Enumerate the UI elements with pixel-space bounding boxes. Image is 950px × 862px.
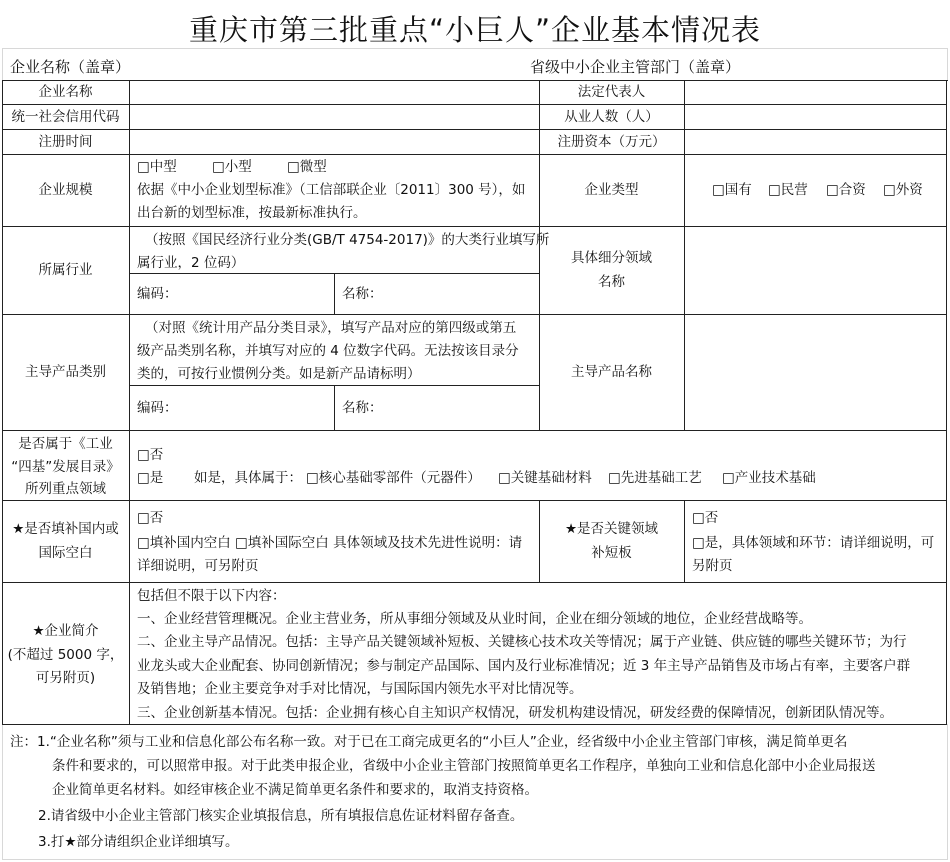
col-divider bbox=[684, 500, 685, 582]
four-base-option-process[interactable]: □先进基础工艺 bbox=[608, 470, 702, 486]
subfield-label: 具体细分领域 bbox=[571, 250, 652, 266]
intro-label: (不超过 5000 字， bbox=[7, 647, 124, 663]
industry-desc: 属行业，2 位码） bbox=[137, 255, 245, 271]
key-area-option-yes[interactable]: □是，具体领域和环节：请详细说明，可 bbox=[692, 535, 935, 551]
intro-text: 三、企业创新基本情况。包括：企业拥有核心自主知识产权情况，研发机构建设情况，研发经费的保障情况，创新团队情况等。 bbox=[137, 705, 893, 721]
blank-fill-options[interactable]: □填补国内空白 □填补国际空白 具体领域及技术先进性说明：请 bbox=[137, 535, 523, 551]
scale-option-small[interactable]: □小型 bbox=[212, 159, 252, 175]
product-desc: （对照《统计用产品分类目录》，填写产品对应的第四级或第五 bbox=[145, 320, 517, 336]
product-category-label: 主导产品类别 bbox=[25, 364, 106, 380]
type-option-foreign[interactable]: □外资 bbox=[883, 182, 923, 198]
four-base-label: 所列重点领域 bbox=[25, 481, 106, 497]
intro-text: 包括但不限于以下内容： bbox=[137, 588, 286, 604]
type-option-joint[interactable]: □合资 bbox=[826, 182, 866, 198]
key-area-note: 另附页 bbox=[692, 558, 733, 574]
credit-code-label: 统一社会信用代码 bbox=[11, 109, 120, 125]
product-desc: 级产品类别名称，并填写对应的 4 位数字代码。无法按该目录分 bbox=[137, 343, 519, 359]
grid-line bbox=[947, 724, 948, 860]
type-option-state[interactable]: □国有 bbox=[712, 182, 752, 198]
scale-option-medium[interactable]: □中型 bbox=[137, 159, 177, 175]
four-base-option-no[interactable]: □否 bbox=[137, 447, 164, 463]
intro-text: 业龙头或大企业配套、协同创新情况；参与制定产品国际、国内及行业标准情况；近 3 年主导产品销售及市场占有率，主要客户群 bbox=[137, 658, 911, 674]
main-product-field[interactable] bbox=[685, 315, 946, 430]
industry-label: 所属行业 bbox=[38, 262, 93, 278]
note-1: 注：1.“企业名称”须与工业和信息化部公布名称一致。对于已在工商完成更名的“小巨人”企业，经省级中小企业主管部门审核，满足简单更名 bbox=[10, 734, 848, 750]
industry-code-label: 编码： bbox=[137, 286, 178, 302]
legal-rep-label: 法定代表人 bbox=[577, 84, 646, 100]
reg-capital-field[interactable] bbox=[685, 130, 946, 154]
note-2: 2.请省级中小企业主管部门核实企业填报信息，所有填报信息佐证材料留存备查。 bbox=[38, 808, 524, 824]
four-base-label: 是否属于《工业 bbox=[18, 436, 113, 452]
grid-line bbox=[2, 859, 948, 860]
scale-label: 企业规模 bbox=[38, 182, 93, 198]
scale-note: 依据《中小企业划型标准》（工信部联企业〔2011〕300 号），如 bbox=[137, 182, 526, 198]
legal-rep-field[interactable] bbox=[685, 81, 946, 104]
reg-capital-label: 注册资本（万元） bbox=[557, 134, 666, 150]
four-base-option-tech[interactable]: □产业技术基础 bbox=[722, 470, 816, 486]
credit-code-field[interactable] bbox=[130, 105, 539, 129]
grid-line bbox=[2, 724, 3, 860]
blank-fill-note: 详细说明，可另附页 bbox=[137, 558, 259, 574]
company-name-label: 企业名称 bbox=[38, 84, 93, 100]
table-border bbox=[946, 80, 947, 725]
col-divider bbox=[334, 273, 335, 314]
intro-text: 一、企业经营管理概况。企业主营业务，所从事细分领域及从业时间，企业在细分领域的地位，企业经营战略等。 bbox=[137, 611, 812, 627]
product-name-label: 名称： bbox=[342, 400, 383, 416]
reg-time-field[interactable] bbox=[130, 130, 539, 154]
dept-seal-label: 省级中小企业主管部门（盖章） bbox=[530, 58, 741, 76]
four-base-belongs-label: 如是，具体属于： bbox=[194, 470, 302, 486]
type-option-private[interactable]: □民营 bbox=[768, 182, 808, 198]
key-area-option-no[interactable]: □否 bbox=[692, 510, 719, 526]
employees-field[interactable] bbox=[685, 105, 946, 129]
product-desc: 类的，可按行业惯例分类。如是新产品请标明） bbox=[137, 366, 421, 382]
grid-line bbox=[947, 48, 948, 80]
key-area-label: 补短板 bbox=[591, 545, 632, 561]
key-area-label: ★是否关键领域 bbox=[564, 521, 659, 537]
reg-time-label: 注册时间 bbox=[38, 134, 93, 150]
industry-desc: （按照《国民经济行业分类(GB/T 4754-2017)》的大类行业填写所 bbox=[145, 232, 550, 248]
blank-fill-label: 国际空白 bbox=[38, 545, 93, 561]
row-divider bbox=[2, 582, 947, 583]
note-1: 企业简单更名材料。如经审核企业不满足简单更名条件和要求的，取消支持资格。 bbox=[52, 782, 538, 798]
subfield-field[interactable] bbox=[685, 227, 946, 314]
col-divider bbox=[334, 385, 335, 430]
scale-note: 出台新的划型标准，按最新标准执行。 bbox=[137, 205, 367, 221]
main-product-label: 主导产品名称 bbox=[571, 364, 652, 380]
four-base-option-yes[interactable]: □是 bbox=[137, 470, 164, 486]
note-1: 条件和要求的，可以照常申报。对于此类申报企业，省级中小企业主管部门按照简单更名工作程序，单独向工业和信息化部中小企业局报送 bbox=[52, 758, 876, 774]
intro-text: 及销售地；企业主要竞争对手对比情况，与国际国内领先水平对比情况等。 bbox=[137, 681, 583, 697]
blank-fill-option-no[interactable]: □否 bbox=[137, 510, 164, 526]
grid-line bbox=[2, 48, 3, 80]
intro-label: ★企业简介 bbox=[32, 623, 99, 639]
four-base-option-materials[interactable]: □关键基础材料 bbox=[498, 470, 592, 486]
company-name-field[interactable] bbox=[130, 81, 539, 104]
scale-option-micro[interactable]: □微型 bbox=[287, 159, 327, 175]
product-code-label: 编码： bbox=[137, 400, 178, 416]
employees-label: 从业人数（人） bbox=[564, 109, 659, 125]
four-base-option-components[interactable]: □核心基础零部件（元器件） bbox=[306, 470, 481, 486]
grid-line bbox=[2, 48, 948, 49]
company-seal-label: 企业名称（盖章） bbox=[10, 58, 131, 76]
subfield-label: 名称 bbox=[598, 274, 625, 290]
intro-label: 可另附页) bbox=[35, 670, 96, 686]
note-3: 3.打★部分请组织企业详细填写。 bbox=[38, 834, 239, 850]
col-divider bbox=[129, 80, 130, 725]
intro-text: 二、企业主导产品情况。包括：主导产品关键领域补短板、关键核心技术攻关等情况；属于产业链、供应链的哪些关键环节；为行 bbox=[137, 634, 907, 650]
row-divider bbox=[2, 430, 947, 431]
industry-name-label: 名称： bbox=[342, 286, 383, 302]
blank-fill-label: ★是否填补国内或 bbox=[12, 521, 119, 537]
page-title: 重庆市第三批重点“小巨人”企业基本情况表 bbox=[188, 13, 762, 47]
company-type-label: 企业类型 bbox=[584, 182, 639, 198]
row-divider bbox=[2, 500, 947, 501]
four-base-label: “四基”发展目录》 bbox=[11, 459, 120, 475]
